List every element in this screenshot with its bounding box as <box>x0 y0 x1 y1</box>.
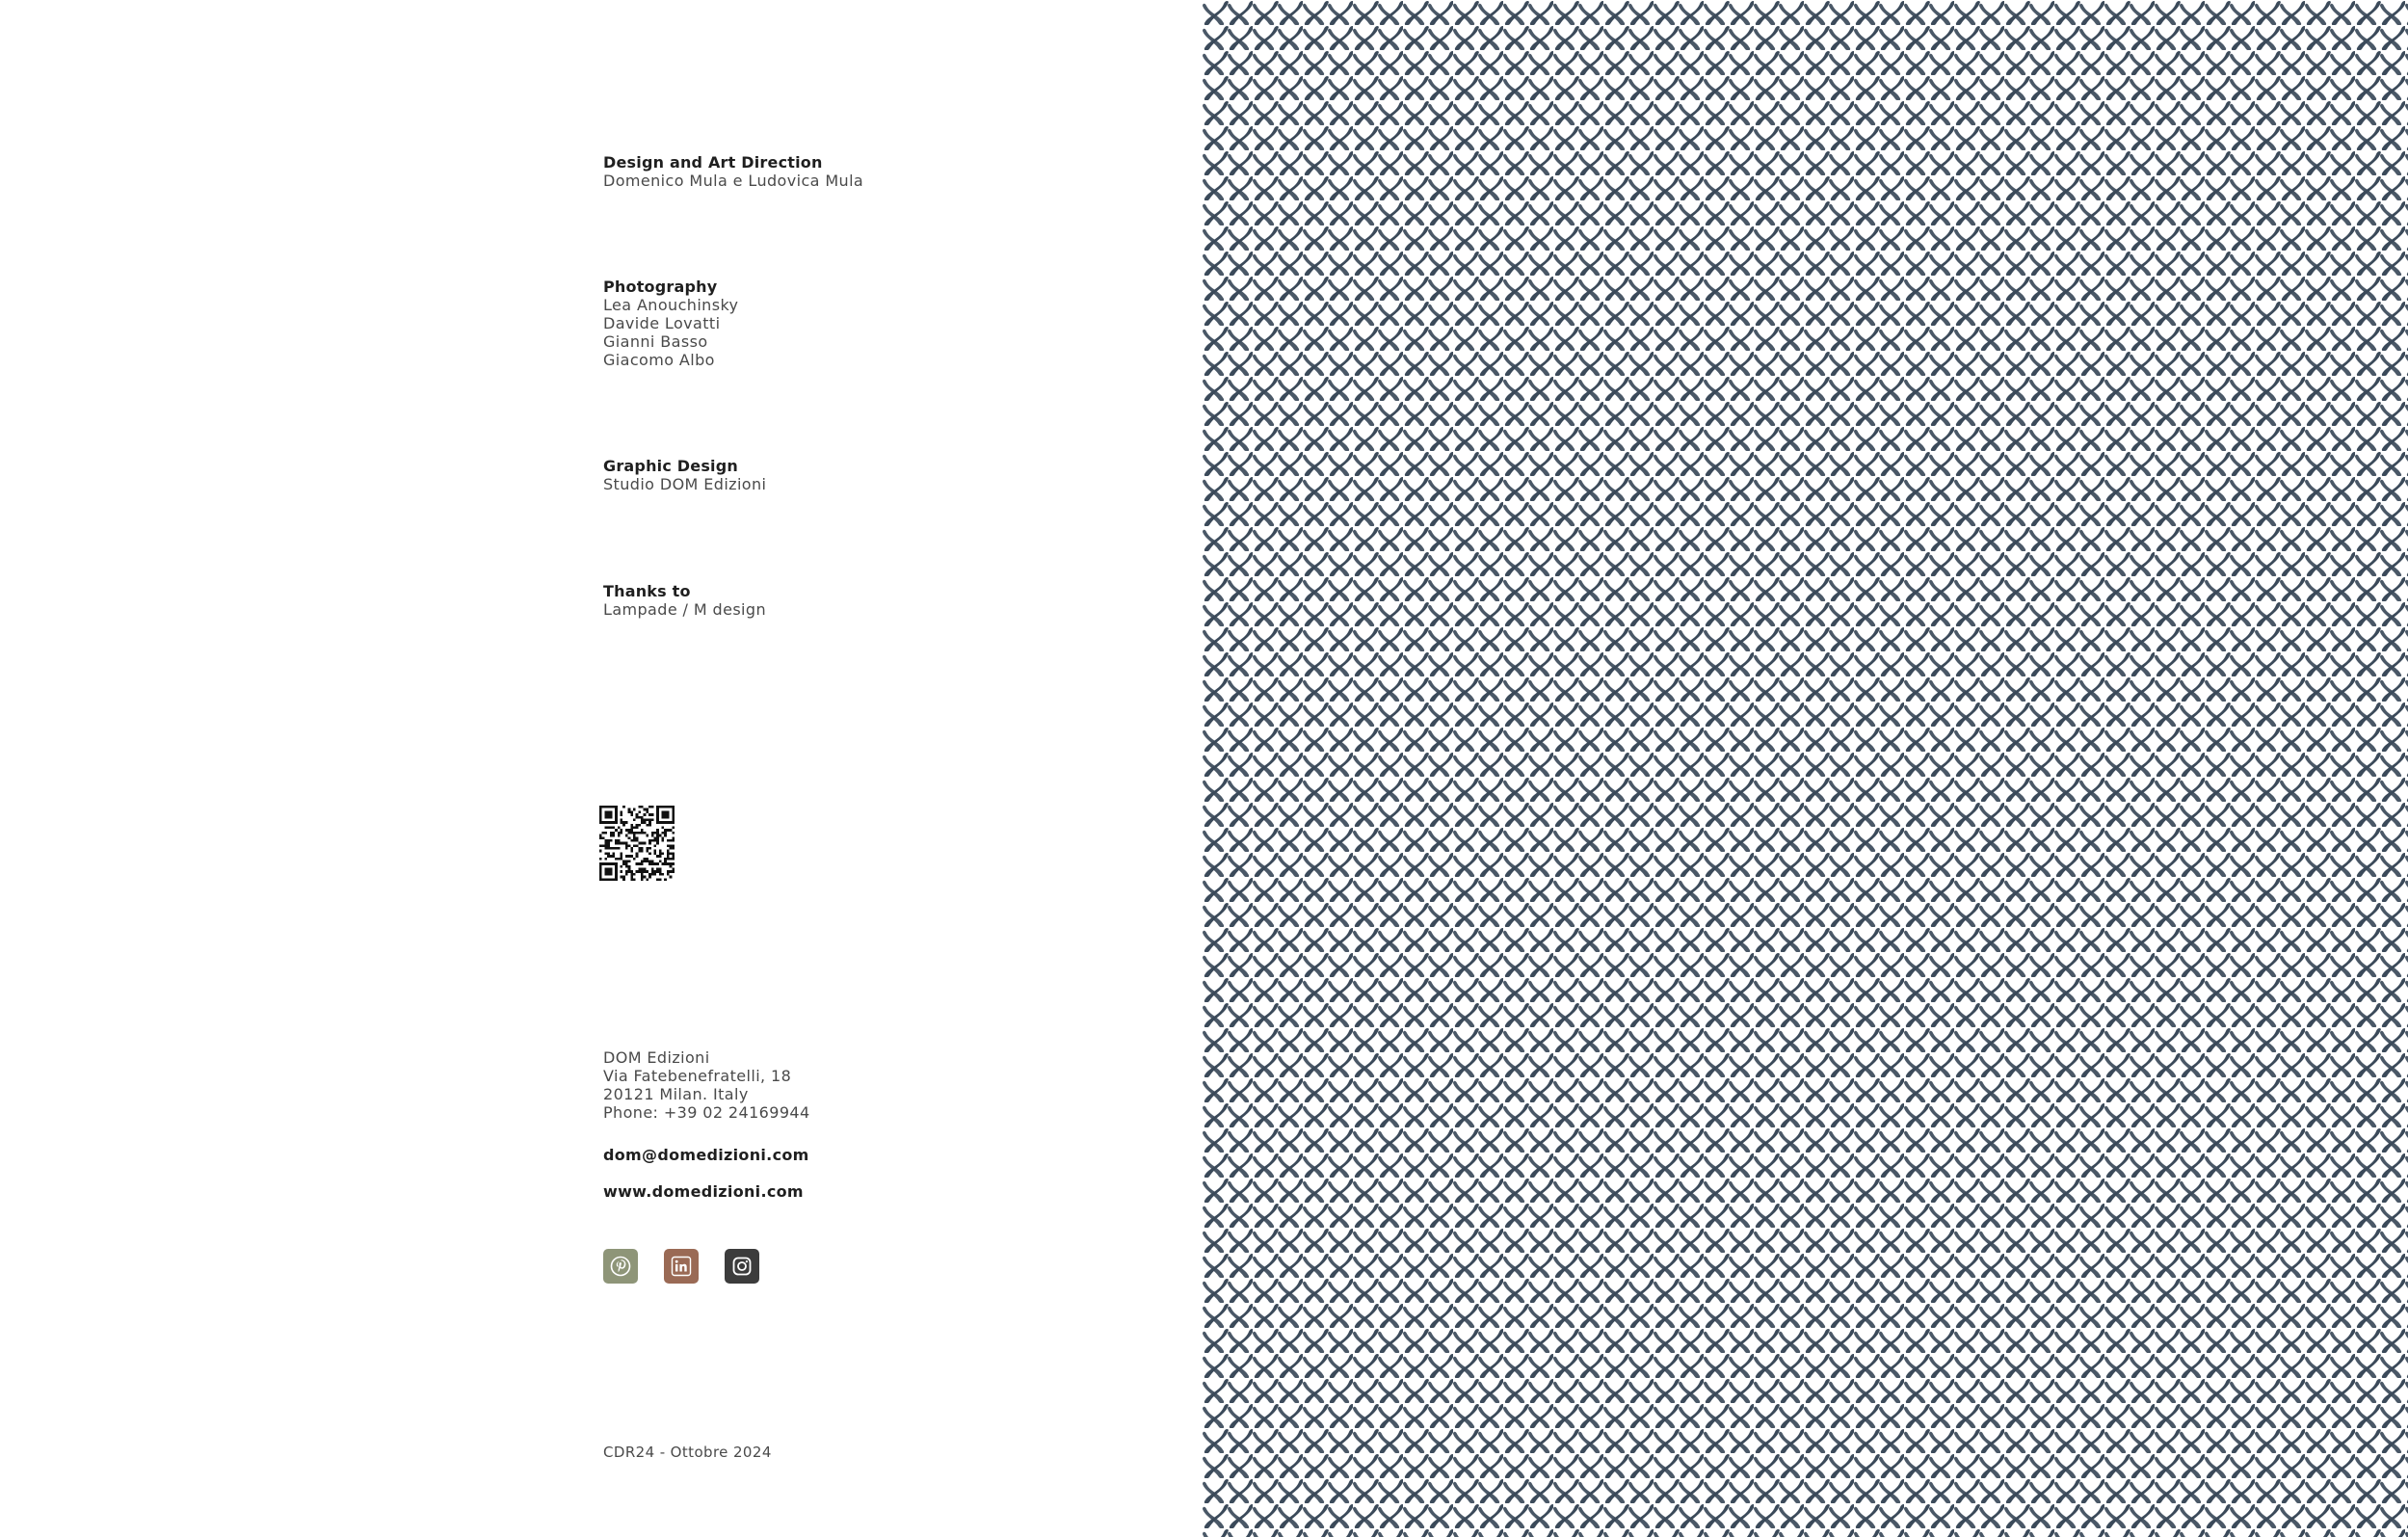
credit-line: Giacomo Albo <box>603 351 715 369</box>
credit-line: Lampade / M design <box>603 600 766 619</box>
credit-photography <box>603 278 738 369</box>
credit-heading: Thanks to <box>603 582 691 600</box>
credit-heading: Photography <box>603 278 718 296</box>
credit-design <box>603 153 863 190</box>
credit-line: Davide Lovatti <box>603 314 721 332</box>
website-link[interactable]: www.domedizioni.com <box>603 1182 804 1201</box>
social-links <box>603 1249 759 1284</box>
credit-line: Lea Anouchinsky <box>603 296 739 314</box>
credit-thanks <box>603 582 766 619</box>
edition-code: CDR24 - Ottobre 2024 <box>603 1444 772 1461</box>
instagram-icon[interactable] <box>725 1249 759 1284</box>
qr-code[interactable] <box>599 806 675 881</box>
linkedin-icon[interactable] <box>664 1249 699 1284</box>
left-page <box>0 0 1203 1537</box>
credit-line: Studio DOM Edizioni <box>603 475 767 493</box>
pinterest-icon[interactable] <box>603 1249 638 1284</box>
credit-graphic-design <box>603 457 766 493</box>
address-line: DOM Edizioni <box>603 1048 710 1067</box>
email-link[interactable]: dom@domedizioni.com <box>603 1146 809 1164</box>
wave-pattern <box>1203 0 2408 1537</box>
address-line: Phone: +39 02 24169944 <box>603 1103 810 1122</box>
address-line: Via Fatebenefratelli, 18 <box>603 1067 792 1085</box>
pattern-page <box>1203 0 2408 1537</box>
credit-heading: Design and Art Direction <box>603 153 823 172</box>
address-line: 20121 Milan. Italy <box>603 1085 749 1103</box>
credit-heading: Graphic Design <box>603 457 738 475</box>
credit-line: Gianni Basso <box>603 332 708 351</box>
credit-line: Domenico Mula e Ludovica Mula <box>603 172 864 190</box>
publisher-address <box>603 1048 810 1122</box>
